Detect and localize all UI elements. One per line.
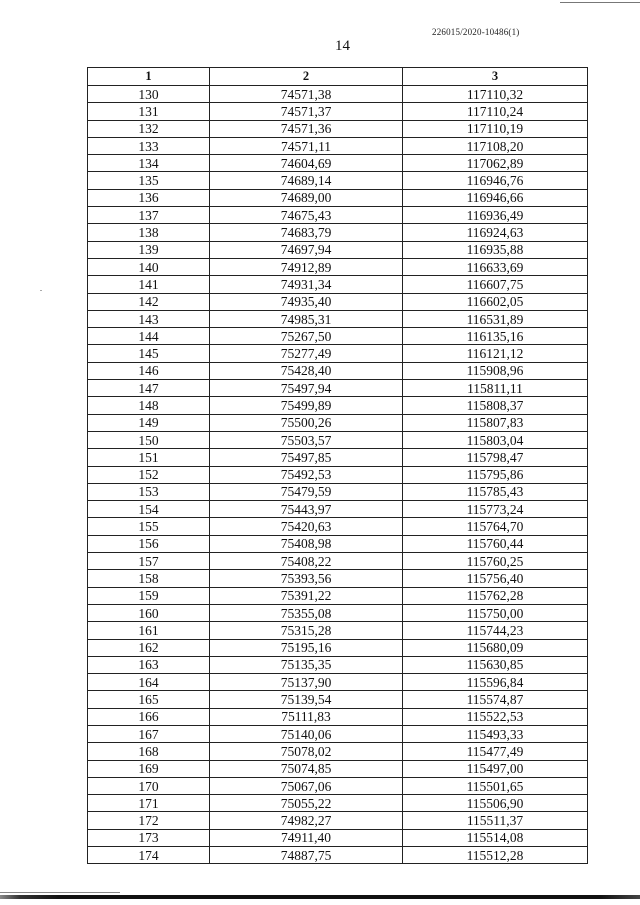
table-row xyxy=(88,691,588,708)
cell-y: 115522,53 xyxy=(403,708,588,725)
cell-x: 75195,16 xyxy=(210,639,403,656)
table-row xyxy=(88,812,588,829)
cell-y: 117110,24 xyxy=(403,103,588,120)
scan-bottom-edge-band xyxy=(0,895,640,899)
cell-y: 115764,70 xyxy=(403,518,588,535)
table-row xyxy=(88,604,588,621)
cell-y: 117062,89 xyxy=(403,155,588,172)
scan-bottom-thin-line xyxy=(0,892,120,893)
table-row xyxy=(88,345,588,362)
cell-x: 75408,98 xyxy=(210,535,403,552)
cell-point-number: 174 xyxy=(88,847,210,864)
cell-y: 117110,32 xyxy=(403,86,588,103)
cell-y: 115795,86 xyxy=(403,466,588,483)
cell-y: 116633,69 xyxy=(403,258,588,275)
table-row xyxy=(88,570,588,587)
cell-y: 115630,85 xyxy=(403,656,588,673)
cell-point-number: 130 xyxy=(88,86,210,103)
cell-point-number: 173 xyxy=(88,829,210,846)
cell-point-number: 161 xyxy=(88,622,210,639)
cell-point-number: 172 xyxy=(88,812,210,829)
cell-point-number: 133 xyxy=(88,137,210,154)
cell-x: 75139,54 xyxy=(210,691,403,708)
table-row xyxy=(88,224,588,241)
cell-x: 75055,22 xyxy=(210,795,403,812)
cell-point-number: 134 xyxy=(88,155,210,172)
cell-point-number: 154 xyxy=(88,501,210,518)
cell-y: 116607,75 xyxy=(403,276,588,293)
cell-point-number: 137 xyxy=(88,207,210,224)
cell-x: 74683,79 xyxy=(210,224,403,241)
cell-x: 75355,08 xyxy=(210,604,403,621)
cell-point-number: 144 xyxy=(88,328,210,345)
cell-y: 115512,28 xyxy=(403,847,588,864)
cell-y: 115908,96 xyxy=(403,362,588,379)
table-row xyxy=(88,431,588,448)
cell-x: 75277,49 xyxy=(210,345,403,362)
cell-y: 115574,87 xyxy=(403,691,588,708)
cell-y: 116935,88 xyxy=(403,241,588,258)
cell-x: 74571,38 xyxy=(210,86,403,103)
cell-x: 75267,50 xyxy=(210,328,403,345)
cell-point-number: 157 xyxy=(88,553,210,570)
table-row xyxy=(88,518,588,535)
cell-y: 117108,20 xyxy=(403,137,588,154)
cell-point-number: 165 xyxy=(88,691,210,708)
cell-point-number: 141 xyxy=(88,276,210,293)
table-row xyxy=(88,795,588,812)
cell-point-number: 147 xyxy=(88,380,210,397)
cell-x: 74571,36 xyxy=(210,120,403,137)
column-header-x: 2 xyxy=(210,68,403,86)
cell-y: 115493,33 xyxy=(403,725,588,742)
cell-y: 116602,05 xyxy=(403,293,588,310)
cell-x: 75497,85 xyxy=(210,449,403,466)
cell-y: 115760,25 xyxy=(403,553,588,570)
table-row xyxy=(88,725,588,742)
cell-x: 74604,69 xyxy=(210,155,403,172)
table-row xyxy=(88,466,588,483)
table-row xyxy=(88,483,588,500)
cell-x: 75428,40 xyxy=(210,362,403,379)
cell-point-number: 143 xyxy=(88,310,210,327)
cell-x: 75479,59 xyxy=(210,483,403,500)
cell-x: 74571,37 xyxy=(210,103,403,120)
table-row xyxy=(88,708,588,725)
cell-y: 115756,40 xyxy=(403,570,588,587)
cell-y: 115511,37 xyxy=(403,812,588,829)
cell-y: 115760,44 xyxy=(403,535,588,552)
cell-y: 115477,49 xyxy=(403,743,588,760)
cell-point-number: 166 xyxy=(88,708,210,725)
cell-x: 74689,14 xyxy=(210,172,403,189)
cell-y: 115785,43 xyxy=(403,483,588,500)
cell-y: 115596,84 xyxy=(403,674,588,691)
cell-x: 75391,22 xyxy=(210,587,403,604)
cell-y: 116924,63 xyxy=(403,224,588,241)
cell-point-number: 149 xyxy=(88,414,210,431)
cell-point-number: 164 xyxy=(88,674,210,691)
table-row xyxy=(88,189,588,206)
table-row xyxy=(88,414,588,431)
cell-x: 74571,11 xyxy=(210,137,403,154)
cell-x: 75420,63 xyxy=(210,518,403,535)
table-row xyxy=(88,553,588,570)
cell-point-number: 152 xyxy=(88,466,210,483)
cell-x: 75503,57 xyxy=(210,431,403,448)
cell-x: 75078,02 xyxy=(210,743,403,760)
table-row xyxy=(88,86,588,103)
cell-point-number: 136 xyxy=(88,189,210,206)
table-row xyxy=(88,449,588,466)
table-row xyxy=(88,587,588,604)
cell-point-number: 168 xyxy=(88,743,210,760)
cell-point-number: 146 xyxy=(88,362,210,379)
table-row xyxy=(88,137,588,154)
table-row xyxy=(88,328,588,345)
cell-x: 75499,89 xyxy=(210,397,403,414)
table-row xyxy=(88,155,588,172)
cell-point-number: 145 xyxy=(88,345,210,362)
cell-point-number: 150 xyxy=(88,431,210,448)
cell-x: 75067,06 xyxy=(210,777,403,794)
cell-point-number: 160 xyxy=(88,604,210,621)
cell-x: 75140,06 xyxy=(210,725,403,742)
scan-top-edge-line xyxy=(560,2,640,3)
cell-x: 74887,75 xyxy=(210,847,403,864)
cell-x: 75315,28 xyxy=(210,622,403,639)
cell-x: 74931,34 xyxy=(210,276,403,293)
cell-point-number: 167 xyxy=(88,725,210,742)
cell-y: 115762,28 xyxy=(403,587,588,604)
cell-y: 116936,49 xyxy=(403,207,588,224)
table-row xyxy=(88,103,588,120)
cell-point-number: 169 xyxy=(88,760,210,777)
cell-point-number: 142 xyxy=(88,293,210,310)
scan-speck xyxy=(40,290,42,291)
cell-y: 115497,00 xyxy=(403,760,588,777)
table-row xyxy=(88,760,588,777)
cell-y: 115750,00 xyxy=(403,604,588,621)
cell-y: 116946,66 xyxy=(403,189,588,206)
cell-y: 116531,89 xyxy=(403,310,588,327)
cell-x: 74912,89 xyxy=(210,258,403,275)
cell-point-number: 158 xyxy=(88,570,210,587)
table-row xyxy=(88,501,588,518)
cell-x: 75497,94 xyxy=(210,380,403,397)
cell-point-number: 139 xyxy=(88,241,210,258)
table-row xyxy=(88,639,588,656)
table-row xyxy=(88,276,588,293)
cell-x: 75135,35 xyxy=(210,656,403,673)
cell-x: 74697,94 xyxy=(210,241,403,258)
cell-point-number: 148 xyxy=(88,397,210,414)
cell-x: 74982,27 xyxy=(210,812,403,829)
table-row xyxy=(88,535,588,552)
column-header-y: 3 xyxy=(403,68,588,86)
cell-x: 75408,22 xyxy=(210,553,403,570)
cell-x: 75500,26 xyxy=(210,414,403,431)
cell-x: 74935,40 xyxy=(210,293,403,310)
cell-y: 115807,83 xyxy=(403,414,588,431)
column-header-point-number: 1 xyxy=(88,68,210,86)
cell-x: 74985,31 xyxy=(210,310,403,327)
table-header-row xyxy=(88,68,588,86)
cell-point-number: 163 xyxy=(88,656,210,673)
cell-y: 116946,76 xyxy=(403,172,588,189)
cell-point-number: 132 xyxy=(88,120,210,137)
cell-x: 75111,83 xyxy=(210,708,403,725)
cell-x: 75492,53 xyxy=(210,466,403,483)
document-id: 226015/2020-10486(1) xyxy=(432,27,520,37)
cell-point-number: 151 xyxy=(88,449,210,466)
table-row xyxy=(88,674,588,691)
cell-point-number: 170 xyxy=(88,777,210,794)
table-row xyxy=(88,380,588,397)
cell-point-number: 171 xyxy=(88,795,210,812)
page-number: 14 xyxy=(335,38,350,54)
cell-x: 74689,00 xyxy=(210,189,403,206)
table-row xyxy=(88,293,588,310)
cell-x: 75137,90 xyxy=(210,674,403,691)
table-row xyxy=(88,310,588,327)
cell-point-number: 153 xyxy=(88,483,210,500)
cell-y: 115506,90 xyxy=(403,795,588,812)
cell-point-number: 156 xyxy=(88,535,210,552)
cell-x: 75443,97 xyxy=(210,501,403,518)
table-row xyxy=(88,241,588,258)
cell-point-number: 138 xyxy=(88,224,210,241)
table-row xyxy=(88,743,588,760)
cell-y: 115808,37 xyxy=(403,397,588,414)
table-row xyxy=(88,777,588,794)
table-row xyxy=(88,397,588,414)
cell-y: 115680,09 xyxy=(403,639,588,656)
table-row xyxy=(88,656,588,673)
cell-x: 74675,43 xyxy=(210,207,403,224)
table-body xyxy=(88,86,588,864)
table-row xyxy=(88,847,588,864)
cell-y: 115514,08 xyxy=(403,829,588,846)
cell-point-number: 131 xyxy=(88,103,210,120)
cell-y: 115744,23 xyxy=(403,622,588,639)
cell-x: 75393,56 xyxy=(210,570,403,587)
cell-y: 115803,04 xyxy=(403,431,588,448)
cell-point-number: 162 xyxy=(88,639,210,656)
cell-y: 115773,24 xyxy=(403,501,588,518)
cell-y: 115811,11 xyxy=(403,380,588,397)
table-row xyxy=(88,829,588,846)
table-row xyxy=(88,622,588,639)
cell-x: 75074,85 xyxy=(210,760,403,777)
cell-x: 74911,40 xyxy=(210,829,403,846)
cell-y: 116121,12 xyxy=(403,345,588,362)
cell-y: 115501,65 xyxy=(403,777,588,794)
cell-point-number: 140 xyxy=(88,258,210,275)
table-row xyxy=(88,362,588,379)
coordinates-table xyxy=(87,67,588,864)
table-row xyxy=(88,258,588,275)
cell-point-number: 135 xyxy=(88,172,210,189)
table-row xyxy=(88,172,588,189)
cell-y: 115798,47 xyxy=(403,449,588,466)
cell-y: 116135,16 xyxy=(403,328,588,345)
table-row xyxy=(88,120,588,137)
cell-point-number: 155 xyxy=(88,518,210,535)
table-row xyxy=(88,207,588,224)
cell-y: 117110,19 xyxy=(403,120,588,137)
cell-point-number: 159 xyxy=(88,587,210,604)
